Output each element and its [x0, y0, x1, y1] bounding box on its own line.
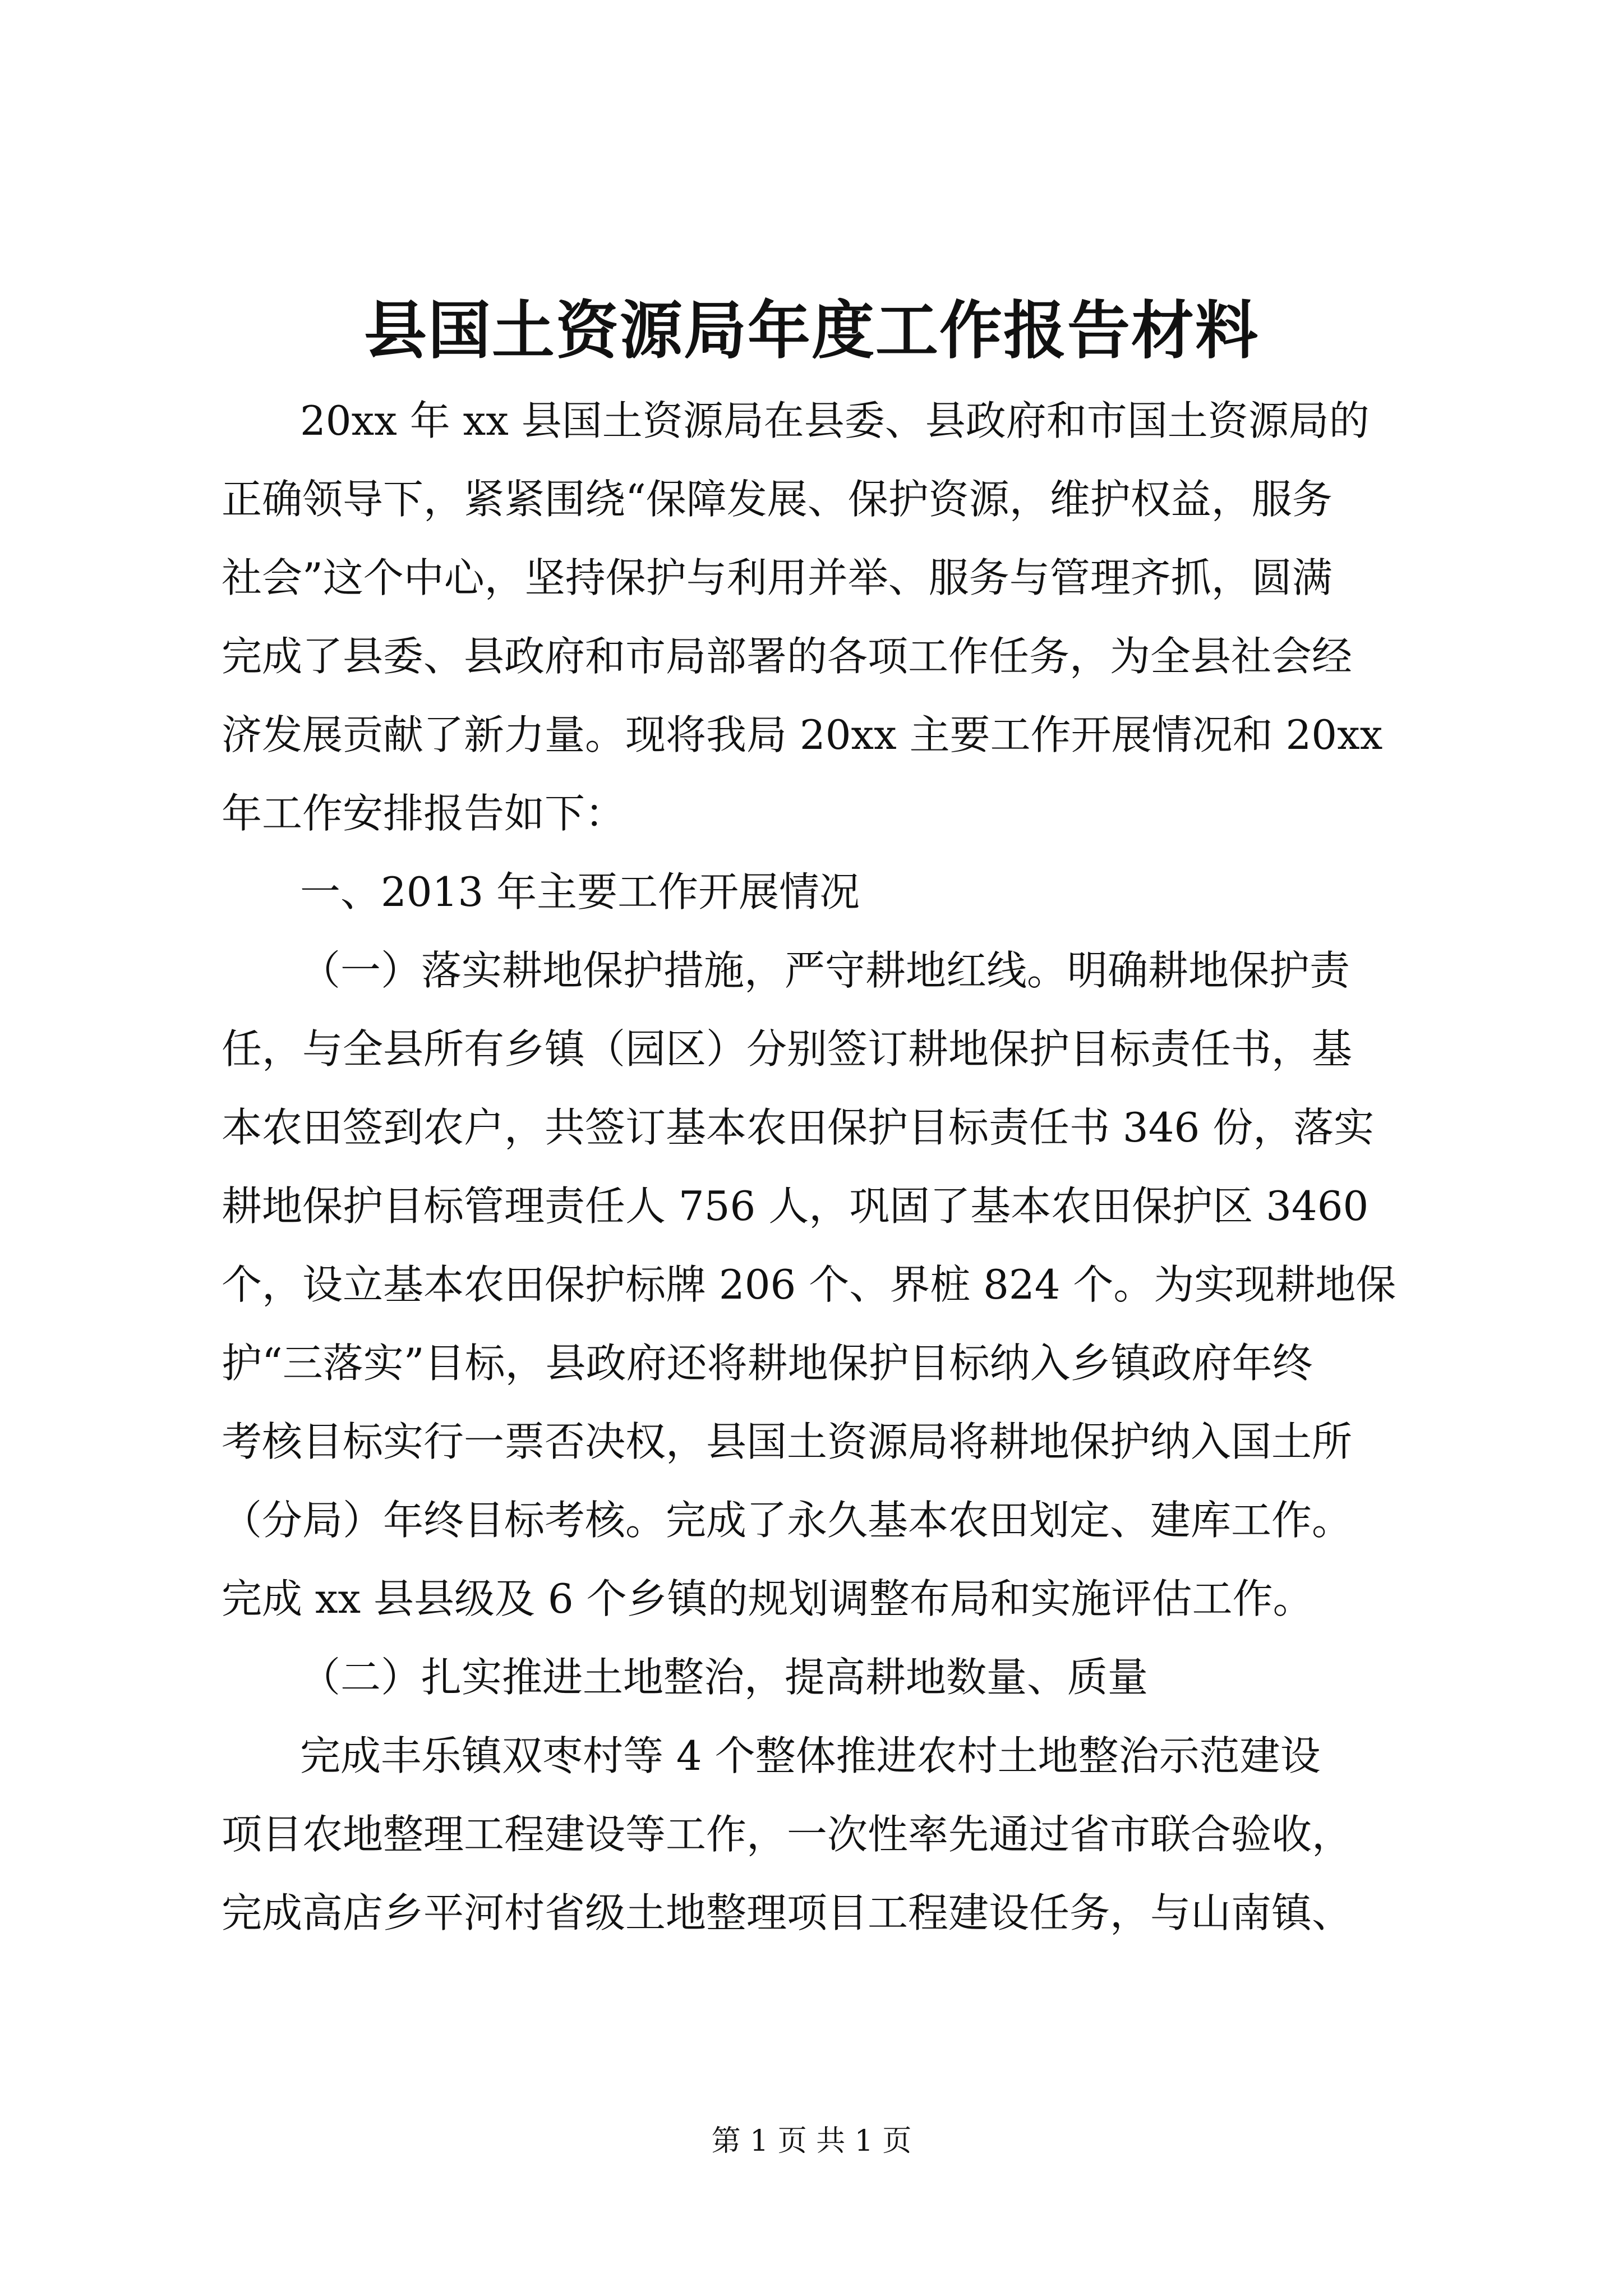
- body-line: （分局）年终目标考核。完成了永久基本农田划定、建库工作。: [222, 1497, 1353, 1544]
- body-line: 完成高店乡平河村省级土地整理项目工程建设任务，与山南镇、: [222, 1889, 1353, 1936]
- page-footer: 第 1 页 共 1 页: [711, 2124, 912, 2158]
- body-line: 完成丰乐镇双枣村等 4 个整体推进农村土地整治示范建设: [300, 1732, 1321, 1779]
- subsection-heading: （二）扎实推进土地整治，提高耕地数量、质量: [300, 1654, 1149, 1701]
- body-line: 完成了县委、县政府和市局部署的各项工作任务，为全县社会经: [222, 633, 1353, 680]
- body-line: 考核目标实行一票否决权，县国土资源局将耕地保护纳入国土所: [222, 1418, 1353, 1465]
- body-line: 护“三落实”目标，县政府还将耕地保护目标纳入乡镇政府年终: [222, 1340, 1313, 1387]
- body-line: 济发展贡献了新力量。现将我局 20xx 主要工作开展情况和 20xx: [222, 711, 1383, 758]
- body-line: 个，设立基本农田保护标牌 206 个、界桩 824 个。为实现耕地保: [222, 1261, 1396, 1308]
- body-line: 完成 xx 县县级及 6 个乡镇的规划调整布局和实施评估工作。: [222, 1575, 1313, 1622]
- body-line: 任，与全县所有乡镇（园区）分别签订耕地保护目标责任书，基: [222, 1025, 1353, 1073]
- body-line: 正确领导下，紧紧围绕“保障发展、保护资源，维护权益，服务: [222, 476, 1332, 523]
- section-heading: 一、2013 年主要工作开展情况: [300, 868, 860, 915]
- document-title: 县国土资源局年度工作报告材料: [364, 294, 1259, 367]
- body-line: 本农田签到农户，共签订基本农田保护目标责任书 346 份，落实: [222, 1104, 1375, 1151]
- subsection-heading: （一）落实耕地保护措施，严守耕地红线。明确耕地保护责: [300, 947, 1350, 994]
- body-line: 耕地保护目标管理责任人 756 人，巩固了基本农田保护区 3460: [222, 1182, 1369, 1230]
- body-line: 20xx 年 xx 县国土资源局在县委、县政府和市国土资源局的: [300, 397, 1370, 444]
- body-line: 社会”这个中心，坚持保护与利用并举、服务与管理齐抓，圆满: [222, 554, 1332, 601]
- body-line: 年工作安排报告如下：: [222, 790, 626, 837]
- body-line: 项目农地整理工程建设等工作，一次性率先通过省市联合验收，: [222, 1811, 1353, 1858]
